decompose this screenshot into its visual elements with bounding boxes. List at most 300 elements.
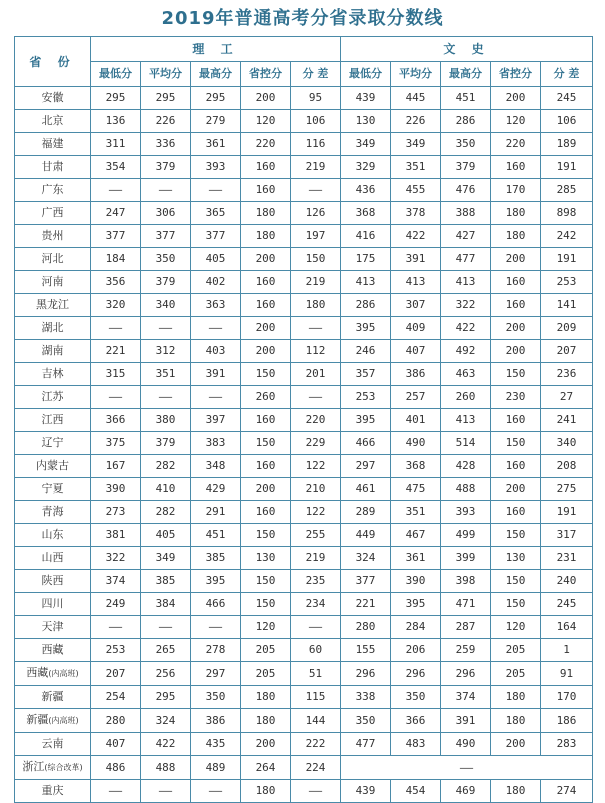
score-cell: 280 [91, 709, 141, 733]
score-cell: 175 [341, 248, 391, 271]
province-name: 黑龙江 [36, 298, 69, 311]
province-name: 内蒙古 [36, 459, 69, 472]
province-cell [15, 386, 91, 409]
score-cell: 350 [391, 686, 441, 709]
score-cell: 348 [191, 455, 241, 478]
score-cell: —— [291, 616, 341, 639]
score-cell: 180 [241, 709, 291, 733]
score-cell: 295 [91, 87, 141, 110]
score-cell: 381 [91, 524, 141, 547]
column-header: 平均分 [391, 62, 441, 87]
score-cell: 297 [191, 662, 241, 686]
score-cell: 207 [91, 662, 141, 686]
score-cell: 242 [541, 225, 593, 248]
score-cell: 197 [291, 225, 341, 248]
score-cell: 285 [541, 179, 593, 202]
score-cell: 180 [241, 686, 291, 709]
score-cell: 405 [141, 524, 191, 547]
score-cell: 368 [391, 455, 441, 478]
score-cell: 350 [341, 709, 391, 733]
score-cell: —— [291, 386, 341, 409]
score-cell: 365 [191, 202, 241, 225]
score-cell: —— [91, 179, 141, 202]
province-cell [15, 616, 91, 639]
score-cell: 445 [391, 87, 441, 110]
score-cell: 240 [541, 570, 593, 593]
table-row [15, 432, 593, 455]
score-cell: 489 [191, 756, 241, 780]
score-cell: 514 [441, 432, 491, 455]
score-cell: 150 [491, 593, 541, 616]
table-row [15, 225, 593, 248]
score-cell: 106 [541, 110, 593, 133]
score-cell: 180 [291, 294, 341, 317]
score-cell: 486 [91, 756, 141, 780]
column-header: 分 差 [291, 62, 341, 87]
province-cell [15, 709, 91, 733]
province-cell [15, 455, 91, 478]
score-cell: 385 [191, 547, 241, 570]
score-cell: —— [291, 780, 341, 803]
score-cell: 126 [291, 202, 341, 225]
score-cell: 407 [391, 340, 441, 363]
score-cell: 226 [141, 110, 191, 133]
score-cell: 427 [441, 225, 491, 248]
score-cell: 150 [241, 570, 291, 593]
score-cell: 340 [541, 432, 593, 455]
score-cell: 492 [441, 340, 491, 363]
score-cell: 160 [241, 455, 291, 478]
table-row [15, 363, 593, 386]
province-name: 湖南 [41, 344, 64, 357]
score-cell: 422 [391, 225, 441, 248]
province-cell [15, 179, 91, 202]
province-cell [15, 271, 91, 294]
score-cell: 282 [141, 501, 191, 524]
score-cell: 366 [391, 709, 441, 733]
score-cell: 191 [541, 501, 593, 524]
score-cell: 278 [191, 639, 241, 662]
score-cell: 395 [191, 570, 241, 593]
province-name: 山东 [41, 528, 64, 541]
score-cell: 219 [291, 156, 341, 179]
table-row [15, 271, 593, 294]
score-cell: 112 [291, 340, 341, 363]
score-cell: 106 [291, 110, 341, 133]
score-cell: 253 [541, 271, 593, 294]
score-cell: 116 [291, 133, 341, 156]
score-cell: 253 [341, 386, 391, 409]
province-name: 新疆 [26, 713, 49, 726]
province-name: 北京 [41, 114, 64, 127]
score-cell: 413 [441, 271, 491, 294]
column-header: 省控分 [491, 62, 541, 87]
score-cell: 253 [91, 639, 141, 662]
score-cell: 463 [441, 363, 491, 386]
province-cell [15, 87, 91, 110]
score-cell: 393 [191, 156, 241, 179]
score-cell: 451 [191, 524, 241, 547]
score-cell: 349 [391, 133, 441, 156]
score-cell: 222 [291, 733, 341, 756]
score-cell: 241 [541, 409, 593, 432]
score-cell: 336 [141, 133, 191, 156]
province-name: 福建 [41, 137, 64, 150]
score-cell: 340 [141, 294, 191, 317]
score-cell: 350 [191, 686, 241, 709]
score-cell: 150 [241, 524, 291, 547]
score-cell: 180 [241, 202, 291, 225]
score-cell: 366 [91, 409, 141, 432]
province-name: 西藏 [26, 666, 49, 679]
score-cell: 160 [491, 271, 541, 294]
province-cell [15, 547, 91, 570]
score-cell: 428 [441, 455, 491, 478]
score-cell: 349 [141, 547, 191, 570]
score-cell: 466 [191, 593, 241, 616]
score-cell: 257 [391, 386, 441, 409]
score-cell: 150 [241, 363, 291, 386]
score-cell: —— [91, 780, 141, 803]
score-cell: 374 [441, 686, 491, 709]
score-cell: 295 [141, 686, 191, 709]
province-cell [15, 225, 91, 248]
score-cell: 160 [491, 409, 541, 432]
score-cell: 221 [91, 340, 141, 363]
score-cell: 312 [141, 340, 191, 363]
province-name: 贵州 [41, 229, 64, 242]
province-name: 江苏 [41, 390, 64, 403]
score-cell: 1 [541, 639, 593, 662]
province-cell [15, 248, 91, 271]
score-cell: 249 [91, 593, 141, 616]
score-cell: 160 [241, 294, 291, 317]
score-cell: 390 [391, 570, 441, 593]
score-cell: 324 [141, 709, 191, 733]
score-cell: 200 [241, 248, 291, 271]
score-cell: 322 [441, 294, 491, 317]
score-cell: 180 [491, 780, 541, 803]
score-cell: —— [91, 616, 141, 639]
score-cell: 379 [141, 271, 191, 294]
score-cell: 405 [191, 248, 241, 271]
province-cell [15, 363, 91, 386]
score-cell: 254 [91, 686, 141, 709]
province-cell [15, 133, 91, 156]
score-cell: 95 [291, 87, 341, 110]
score-cell: 379 [441, 156, 491, 179]
score-cell: 259 [441, 639, 491, 662]
score-cell: 160 [241, 501, 291, 524]
score-cell: —— [191, 179, 241, 202]
column-header: 最高分 [191, 62, 241, 87]
score-cell: 60 [291, 639, 341, 662]
score-cell: 383 [191, 432, 241, 455]
score-cell: 374 [91, 570, 141, 593]
score-cell: —— [91, 386, 141, 409]
score-cell: 180 [491, 686, 541, 709]
score-cell: 207 [541, 340, 593, 363]
score-cell: 210 [291, 478, 341, 501]
score-cell: 51 [291, 662, 341, 686]
table-row [15, 501, 593, 524]
score-cell: 315 [91, 363, 141, 386]
score-cell: 338 [341, 686, 391, 709]
score-cell: 307 [391, 294, 441, 317]
score-cell: 136 [91, 110, 141, 133]
score-cell: 226 [391, 110, 441, 133]
score-cell: 246 [341, 340, 391, 363]
score-cell: —— [191, 317, 241, 340]
province-name: 河北 [41, 252, 64, 265]
score-cell: 488 [441, 478, 491, 501]
province-name: 甘肃 [41, 160, 64, 173]
score-cell: 390 [91, 478, 141, 501]
score-cell: 296 [391, 662, 441, 686]
score-cell: 429 [191, 478, 241, 501]
score-cell: —— [141, 317, 191, 340]
column-header: 平均分 [141, 62, 191, 87]
province-name: 西藏 [41, 643, 64, 656]
province-cell [15, 570, 91, 593]
province-name: 江西 [41, 413, 64, 426]
score-cell: 413 [341, 271, 391, 294]
score-cell: 403 [191, 340, 241, 363]
score-cell: 150 [491, 432, 541, 455]
score-cell: 311 [91, 133, 141, 156]
score-cell: 122 [291, 501, 341, 524]
score-cell: 351 [391, 156, 441, 179]
province-cell [15, 639, 91, 662]
score-cell: 155 [341, 639, 391, 662]
score-cell: 160 [491, 294, 541, 317]
score-cell: 220 [241, 133, 291, 156]
score-cell: 205 [241, 662, 291, 686]
score-cell: 160 [241, 156, 291, 179]
score-cell: 402 [191, 271, 241, 294]
score-cell: 397 [191, 409, 241, 432]
score-cell: 120 [241, 616, 291, 639]
score-cell: 200 [491, 87, 541, 110]
score-cell: 461 [341, 478, 391, 501]
score-cell: 209 [541, 317, 593, 340]
score-cell: 191 [541, 156, 593, 179]
score-cell: 401 [391, 409, 441, 432]
score-cell: 356 [91, 271, 141, 294]
score-cell: 475 [391, 478, 441, 501]
score-cell: 296 [341, 662, 391, 686]
score-cell: 180 [491, 709, 541, 733]
score-cell: 398 [441, 570, 491, 593]
score-cell: 200 [491, 317, 541, 340]
score-cell: 235 [291, 570, 341, 593]
score-cell: 317 [541, 524, 593, 547]
score-cell: 295 [141, 87, 191, 110]
score-cell: 236 [541, 363, 593, 386]
table-row [15, 547, 593, 570]
score-cell: 230 [491, 386, 541, 409]
score-cell: 180 [241, 780, 291, 803]
score-cell: 245 [541, 593, 593, 616]
score-cell: 296 [441, 662, 491, 686]
science-header: 理 工 [91, 37, 341, 62]
score-cell: 200 [491, 733, 541, 756]
province-cell [15, 317, 91, 340]
score-cell: 160 [491, 455, 541, 478]
score-cell: 286 [341, 294, 391, 317]
score-cell: 377 [91, 225, 141, 248]
score-cell: 180 [241, 225, 291, 248]
score-cell: 27 [541, 386, 593, 409]
score-cell: 449 [341, 524, 391, 547]
score-cell: 295 [191, 87, 241, 110]
score-cell: 436 [341, 179, 391, 202]
score-cell: 130 [491, 547, 541, 570]
score-cell: —— [141, 386, 191, 409]
score-cell: —— [191, 780, 241, 803]
column-header: 最低分 [91, 62, 141, 87]
score-cell: 284 [391, 616, 441, 639]
score-cell: —— [141, 179, 191, 202]
table-row [15, 202, 593, 225]
score-cell: 384 [141, 593, 191, 616]
score-cell: 150 [491, 524, 541, 547]
score-cell: 220 [491, 133, 541, 156]
score-cell: 265 [141, 639, 191, 662]
score-cell: 231 [541, 547, 593, 570]
score-cell: 186 [541, 709, 593, 733]
score-cell: 144 [291, 709, 341, 733]
province-name: 吉林 [41, 367, 64, 380]
province-name: 河南 [41, 275, 64, 288]
score-cell: 395 [341, 317, 391, 340]
score-cell: 368 [341, 202, 391, 225]
score-cell: 247 [91, 202, 141, 225]
score-cell: 410 [141, 478, 191, 501]
province-cell [15, 662, 91, 686]
score-cell: 391 [391, 248, 441, 271]
score-cell: —— [91, 317, 141, 340]
province-cell [15, 524, 91, 547]
score-cell: 357 [341, 363, 391, 386]
province-cell [15, 593, 91, 616]
province-cell [15, 409, 91, 432]
score-cell: 224 [291, 756, 341, 780]
score-cell: 416 [341, 225, 391, 248]
score-cell: —— [291, 317, 341, 340]
score-cell: 454 [391, 780, 441, 803]
score-cell: 466 [341, 432, 391, 455]
score-cell: 291 [191, 501, 241, 524]
score-cell: 386 [391, 363, 441, 386]
score-cell: 351 [391, 501, 441, 524]
province-cell [15, 478, 91, 501]
column-header: 省控分 [241, 62, 291, 87]
province-name: 陕西 [41, 574, 64, 587]
arts-merged-cell: —— [341, 756, 593, 780]
score-cell: 351 [141, 363, 191, 386]
score-cell: 395 [391, 593, 441, 616]
score-cell: 234 [291, 593, 341, 616]
table-row [15, 570, 593, 593]
score-cell: 361 [391, 547, 441, 570]
province-cell [15, 202, 91, 225]
score-cell: 170 [491, 179, 541, 202]
score-cell: 160 [491, 501, 541, 524]
score-cell: 422 [441, 317, 491, 340]
table-row [15, 686, 593, 709]
table-row [15, 639, 593, 662]
province-cell [15, 686, 91, 709]
score-cell: 200 [241, 87, 291, 110]
score-cell: 322 [91, 547, 141, 570]
column-header: 最低分 [341, 62, 391, 87]
score-cell: 395 [341, 409, 391, 432]
arts-header: 文 史 [341, 37, 593, 62]
score-cell: 349 [341, 133, 391, 156]
score-cell: —— [141, 616, 191, 639]
score-cell: 399 [441, 547, 491, 570]
score-cell: 363 [191, 294, 241, 317]
table-row [15, 110, 593, 133]
score-cell: —— [291, 179, 341, 202]
score-cell: 264 [241, 756, 291, 780]
province-cell [15, 780, 91, 803]
score-cell: 205 [491, 639, 541, 662]
table-row [15, 616, 593, 639]
score-cell: 391 [441, 709, 491, 733]
score-cell: 205 [241, 639, 291, 662]
score-cell: 287 [441, 616, 491, 639]
score-cell: 898 [541, 202, 593, 225]
score-cell: 274 [541, 780, 593, 803]
score-cell: 184 [91, 248, 141, 271]
table-row [15, 524, 593, 547]
score-cell: 435 [191, 733, 241, 756]
province-name: 云南 [41, 737, 64, 750]
score-cell: 350 [441, 133, 491, 156]
province-name: 山西 [41, 551, 64, 564]
score-cell: 289 [341, 501, 391, 524]
score-cell: 219 [291, 271, 341, 294]
province-note: (内高班) [48, 669, 79, 678]
score-cell: 200 [491, 248, 541, 271]
province-name: 天津 [41, 620, 64, 633]
score-cell: —— [191, 616, 241, 639]
score-cell: 260 [441, 386, 491, 409]
score-cell: 375 [91, 432, 141, 455]
score-cell: 220 [291, 409, 341, 432]
table-row [15, 248, 593, 271]
score-cell: 393 [441, 501, 491, 524]
province-cell [15, 501, 91, 524]
province-name: 广西 [41, 206, 64, 219]
table-row [15, 662, 593, 686]
table-row [15, 780, 593, 803]
score-cell: 379 [141, 432, 191, 455]
score-cell: 91 [541, 662, 593, 686]
score-cell: 219 [291, 547, 341, 570]
score-cell: 477 [441, 248, 491, 271]
score-cell: 455 [391, 179, 441, 202]
score-cell: 283 [541, 733, 593, 756]
score-cell: 164 [541, 616, 593, 639]
score-cell: 483 [391, 733, 441, 756]
province-name: 广东 [41, 183, 64, 196]
table-row [15, 478, 593, 501]
score-cell: 200 [491, 340, 541, 363]
score-cell: 141 [541, 294, 593, 317]
